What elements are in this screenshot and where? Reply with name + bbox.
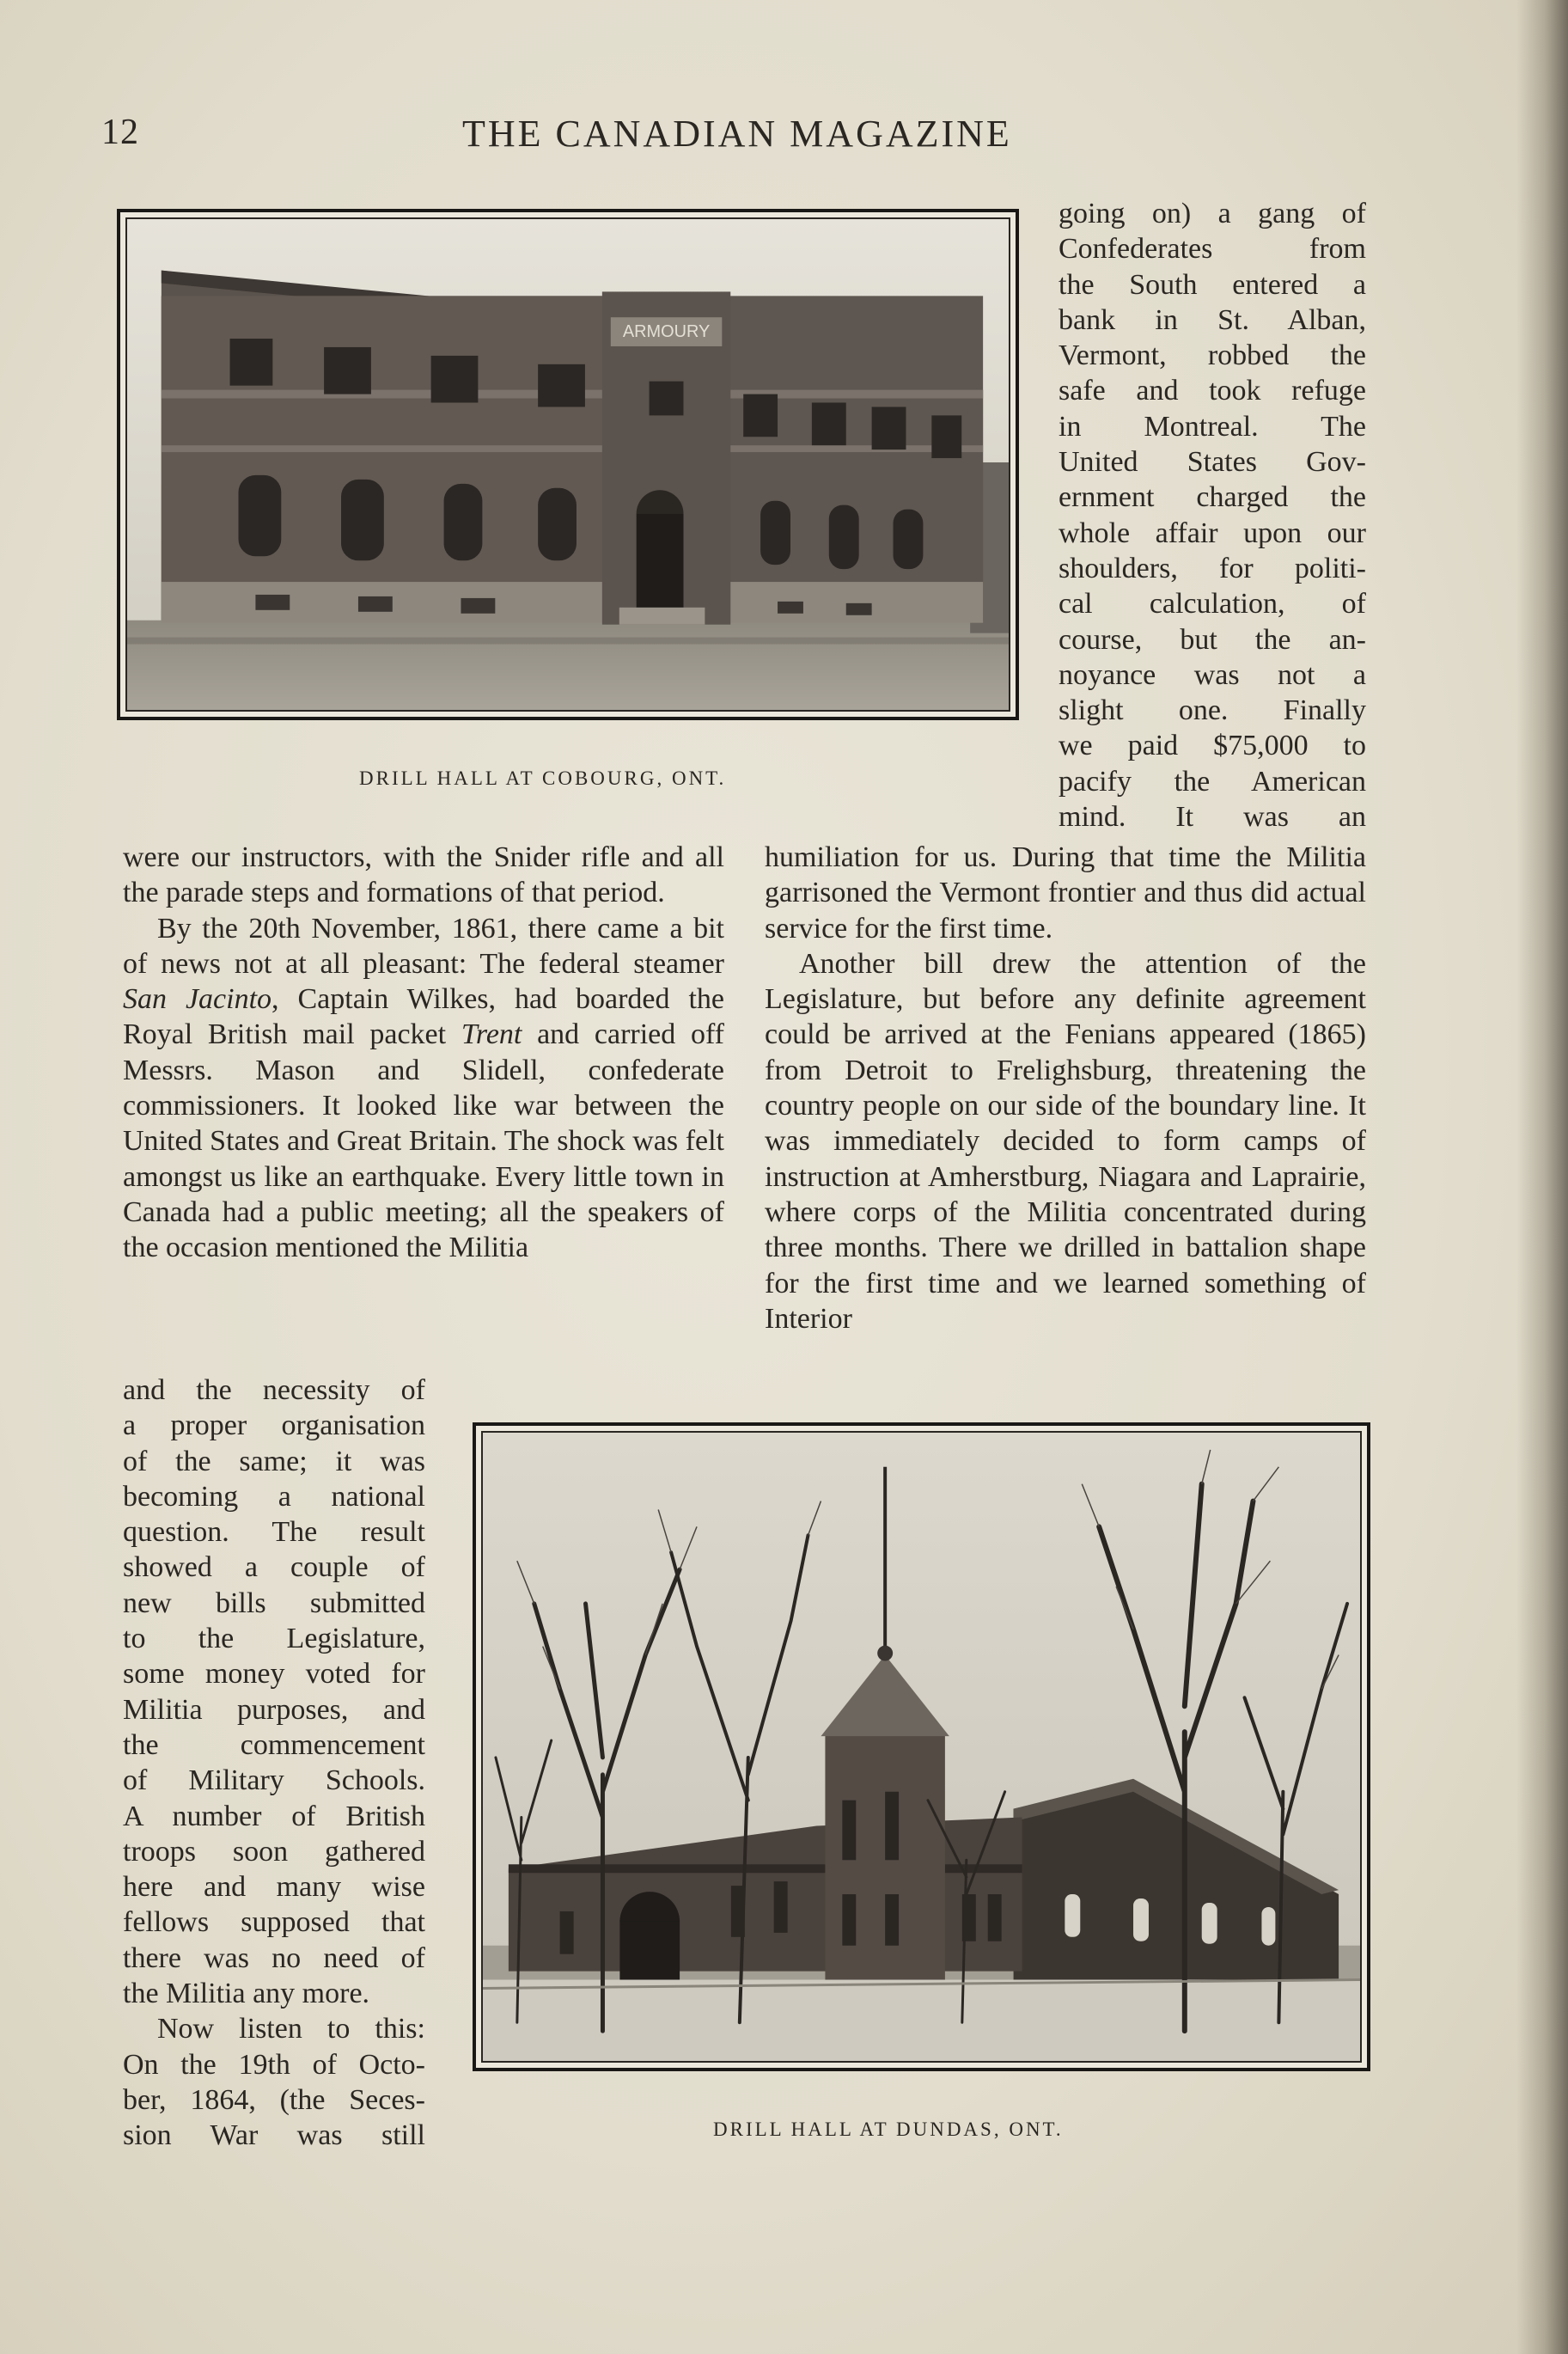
text-line: sion War was still bbox=[123, 2119, 425, 2152]
photo-dundas-drill-hall bbox=[473, 1422, 1370, 2071]
page-number: 12 bbox=[101, 113, 139, 152]
text-line: mind. It was an bbox=[1059, 801, 1366, 834]
text-line: and the necessity of bbox=[123, 1374, 425, 1406]
running-title: THE CANADIAN MAGAZINE bbox=[462, 113, 1012, 155]
text-line: the Militia any more. bbox=[123, 1978, 370, 2010]
left-narrow-column-text bbox=[123, 1373, 425, 2154]
text-line: Now listen to this: bbox=[157, 2013, 425, 2045]
text-line: the commencement bbox=[123, 1728, 425, 1761]
paragraph: humiliation for us. During that time the Militia garrisoned the Vermont frontier and thus did actual service for the first time. bbox=[765, 841, 1366, 945]
text-line: troops soon gathered bbox=[123, 1835, 425, 1868]
text-line: of the same; it was bbox=[123, 1445, 425, 1477]
text-line: Militia purposes, and bbox=[123, 1693, 425, 1726]
text-line: the South entered a bbox=[1059, 268, 1366, 301]
photo-cobourg-drill-hall bbox=[117, 209, 1019, 720]
text-line: some money voted for bbox=[123, 1658, 425, 1691]
text-line: United States Gov- bbox=[1059, 446, 1366, 479]
text-line: slight one. Finally bbox=[1059, 694, 1366, 727]
text-line: in Montreal. The bbox=[1059, 410, 1366, 443]
text-line: to the Legislature, bbox=[123, 1623, 425, 1655]
text-line: safe and took refuge bbox=[1059, 375, 1366, 407]
text-line: question. The result bbox=[123, 1516, 425, 1549]
page-header bbox=[101, 112, 1373, 163]
text-line: ber, 1864, (the Seces- bbox=[123, 2083, 425, 2116]
paragraph: Another bill drew the attention of the Legislature, but before any definite agreement could be arrived at the Fenians appeared (1865) from Detroit to Frelighsburg, threatening the country people on our side of the boundary line. It was immediately decided to form camps of instruction at Amherstburg, Niagara and Laprairie, where corps of the Militia concentrated during three months. There we drilled in battalion shape for the first time and we learned something of Interior bbox=[765, 947, 1366, 1335]
caption-cobourg: DRILL HALL AT COBOURG, ONT. bbox=[359, 767, 727, 789]
text-line: A number of British bbox=[123, 1800, 425, 1832]
paragraph: By the 20th November, 1861, there came a bit of news not at all pleasant: The federal steamer San Jacinto, Captain Wilkes, had boarded the Royal British mail packet Trent and carried off Messrs. Mason and Slidell, confederate commissioners. It looked like war between the United States and Great Britain. The shock was felt amongst us like an earthquake. Every little town in Canada had a public meeting; all the speakers of the occasion mentioned the Militia bbox=[123, 912, 724, 1264]
text-line: ernment charged the bbox=[1059, 481, 1366, 514]
page-gutter-shadow bbox=[1516, 0, 1568, 2354]
text-line: we paid $75,000 to bbox=[1059, 730, 1366, 762]
text-line: whole affair upon our bbox=[1059, 517, 1366, 549]
text-line: fellows supposed that bbox=[123, 1906, 425, 1939]
right-column-top-text bbox=[1059, 196, 1366, 835]
text-line: cal calculation, of bbox=[1059, 588, 1366, 621]
left-column-text bbox=[123, 840, 724, 1266]
right-column-text bbox=[765, 840, 1366, 1336]
text-line: becoming a national bbox=[123, 1480, 425, 1513]
text-line: showed a couple of bbox=[123, 1551, 425, 1584]
armoury-sign: ARMOURY bbox=[622, 322, 711, 342]
text-line: course, but the an- bbox=[1059, 623, 1366, 656]
text-line: noyance was not a bbox=[1059, 658, 1366, 691]
caption-dundas: DRILL HALL AT DUNDAS, ONT. bbox=[713, 2119, 1064, 2140]
text-line: there was no need of bbox=[123, 1941, 425, 1974]
text-line: Vermont, robbed the bbox=[1059, 339, 1366, 372]
paragraph: were our instructors, with the Snider rifle and all the parade steps and formations of that period. bbox=[123, 841, 724, 909]
text-line: Confederates from bbox=[1059, 233, 1366, 266]
text-line: On the 19th of Octo- bbox=[123, 2048, 425, 2081]
text-line: new bills submitted bbox=[123, 1587, 425, 1619]
armoury-photograph bbox=[125, 217, 1010, 712]
text-line: bank in St. Alban, bbox=[1059, 303, 1366, 336]
text-line: pacify the American bbox=[1059, 765, 1366, 798]
text-line: a proper organisation bbox=[123, 1409, 425, 1442]
text-line: going on) a gang of bbox=[1059, 198, 1366, 229]
text-line: shoulders, for politi- bbox=[1059, 552, 1366, 584]
dundas-photograph bbox=[481, 1431, 1362, 2063]
text-line: of Military Schools. bbox=[123, 1764, 425, 1797]
text-line: here and many wise bbox=[123, 1871, 425, 1904]
